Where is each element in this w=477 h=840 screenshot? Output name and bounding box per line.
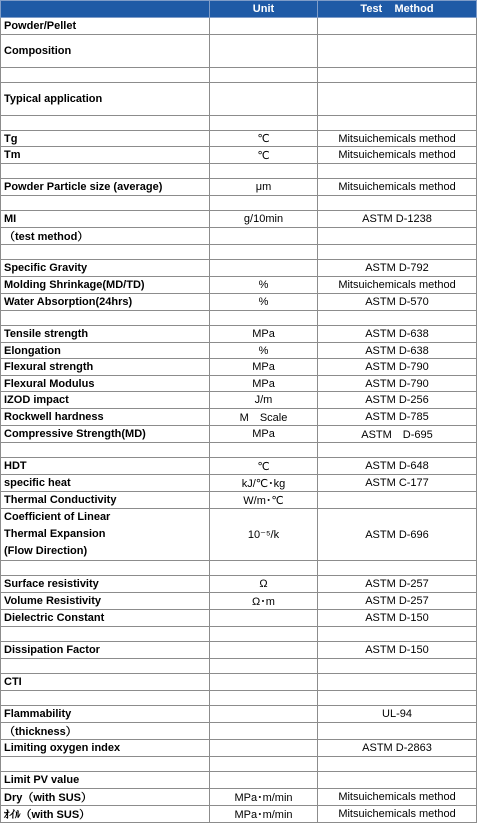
unit-cell [210,83,318,116]
property-cell: Rockwell hardness [1,409,210,426]
property-cell [1,691,210,706]
header-method: Test Method [318,1,477,18]
method-cell [318,116,477,131]
unit-cell: μm [210,179,318,196]
property-cell: MI [1,211,210,228]
property-cell: Typical application [1,83,210,116]
table-row [1,83,477,116]
property-cell: Dry（with SUS） [1,789,210,806]
method-cell [318,492,477,509]
method-cell [318,723,477,740]
unit-cell [210,68,318,83]
property-cell [1,68,210,83]
method-cell [318,83,477,116]
method-cell: ASTM D-790 [318,359,477,376]
spacer-row [1,443,477,458]
method-cell: ASTM D-696 [318,509,477,561]
method-cell: Mitsuichemicals method [318,131,477,147]
unit-cell: W/m･℃ [210,492,318,509]
method-cell [318,561,477,576]
table-row [1,260,477,277]
table-row [1,211,477,228]
table-row [1,147,477,164]
unit-cell: M Scale [210,409,318,426]
method-cell: ASTM D-638 [318,326,477,343]
property-cell [1,311,210,326]
property-cell: IZOD impact [1,392,210,409]
method-cell: ASTM D-785 [318,409,477,426]
method-cell: ASTM D-570 [318,294,477,311]
table-row [1,343,477,359]
property-cell: Thermal Conductivity [1,492,210,509]
unit-cell [210,610,318,627]
unit-cell [210,706,318,723]
property-cell: Volume Resistivity [1,593,210,610]
table-row [1,426,477,443]
unit-cell [210,260,318,277]
property-cell: Specific Gravity [1,260,210,277]
property-cell: Dielectric Constant [1,610,210,627]
property-cell: Flammability [1,706,210,723]
property-cell: Powder/Pellet [1,18,210,35]
unit-cell [210,443,318,458]
property-cell: Water Absorption(24hrs) [1,294,210,311]
unit-cell [210,116,318,131]
property-cell: Tg [1,131,210,147]
method-cell [318,164,477,179]
table-row [1,277,477,294]
unit-cell: MPa･m/min [210,789,318,806]
property-cell: Compressive Strength(MD) [1,426,210,443]
property-cell: Elongation [1,343,210,359]
method-cell [318,35,477,68]
unit-cell: 10⁻⁵/k [210,509,318,561]
method-cell: ASTM D-150 [318,610,477,627]
table-row [1,740,477,757]
unit-cell [210,659,318,674]
header-property [1,1,210,18]
method-cell: ASTM D-257 [318,576,477,593]
unit-cell: kJ/℃･kg [210,475,318,492]
unit-cell [210,311,318,326]
table-row [1,806,477,823]
method-cell [318,311,477,326]
method-cell: Mitsuichemicals method [318,806,477,823]
table-row [1,35,477,68]
table-row [1,610,477,627]
property-cell [1,196,210,211]
unit-cell [210,757,318,772]
unit-cell: % [210,294,318,311]
property-cell: Powder Particle size (average) [1,179,210,196]
spacer-row [1,757,477,772]
unit-cell [210,35,318,68]
method-cell: Mitsuichemicals method [318,179,477,196]
unit-cell [210,561,318,576]
unit-cell [210,164,318,179]
spacer-row [1,164,477,179]
table-row [1,179,477,196]
method-cell: ASTM D-648 [318,458,477,475]
method-cell: ASTM D-150 [318,642,477,659]
unit-cell [210,723,318,740]
unit-cell: MPa [210,376,318,392]
method-cell [318,772,477,789]
method-cell: ASTM D-695 [318,426,477,443]
unit-cell [210,740,318,757]
property-cell: Molding Shrinkage(MD/TD) [1,277,210,294]
spacer-row [1,245,477,260]
table-row [1,458,477,475]
method-cell [318,18,477,35]
unit-cell [210,627,318,642]
property-cell: Tensile strength [1,326,210,343]
unit-cell: ℃ [210,458,318,475]
table-row [1,674,477,691]
method-cell: Mitsuichemicals method [318,277,477,294]
table-row [1,18,477,35]
table-row [1,326,477,343]
unit-cell: Ω･m [210,593,318,610]
spacer-row [1,196,477,211]
property-cell [1,164,210,179]
spacer-row [1,116,477,131]
unit-cell [210,642,318,659]
unit-cell: % [210,277,318,294]
method-cell: ASTM D-1238 [318,211,477,228]
unit-cell: g/10min [210,211,318,228]
table-row [1,492,477,509]
table-row [1,376,477,392]
property-cell [1,757,210,772]
property-cell: （thickness） [1,723,210,740]
property-cell [1,561,210,576]
unit-cell [210,691,318,706]
unit-cell: ℃ [210,131,318,147]
table-row [1,593,477,610]
unit-cell: ℃ [210,147,318,164]
method-cell [318,757,477,772]
table-row [1,723,477,740]
spacer-row [1,659,477,674]
unit-cell [210,196,318,211]
property-cell: CTI [1,674,210,691]
unit-cell: J/m [210,392,318,409]
table-row [1,706,477,723]
table-row [1,642,477,659]
property-cell: Coefficient of Linear Thermal Expansion (Flow Direction) [1,509,210,561]
property-cell: Limit PV value [1,772,210,789]
table-row [1,789,477,806]
property-cell: Limiting oxygen index [1,740,210,757]
method-cell: ASTM D-792 [318,260,477,277]
method-cell: ASTM D-256 [318,392,477,409]
spacer-row [1,691,477,706]
property-cell [1,627,210,642]
property-cell [1,659,210,674]
method-cell [318,245,477,260]
table-row [1,409,477,426]
property-cell: Flexural strength [1,359,210,376]
method-cell: ASTM D-2863 [318,740,477,757]
unit-cell: % [210,343,318,359]
table-row [1,228,477,245]
unit-cell: MPa [210,426,318,443]
method-cell [318,68,477,83]
method-cell: Mitsuichemicals method [318,789,477,806]
table-row [1,131,477,147]
method-cell: ASTM D-638 [318,343,477,359]
table-row [1,576,477,593]
property-cell: Tm [1,147,210,164]
method-cell [318,691,477,706]
header-row [1,1,477,18]
unit-cell: MPa [210,326,318,343]
spacer-row [1,68,477,83]
property-cell [1,116,210,131]
unit-cell [210,245,318,260]
spacer-row [1,561,477,576]
property-cell: ｵｲﾙ（with SUS） [1,806,210,823]
unit-cell [210,674,318,691]
table-row [1,392,477,409]
unit-cell [210,18,318,35]
unit-cell [210,228,318,245]
unit-cell: MPa [210,359,318,376]
method-cell: UL-94 [318,706,477,723]
method-cell [318,627,477,642]
property-cell: HDT [1,458,210,475]
property-cell: （test method） [1,228,210,245]
unit-cell [210,772,318,789]
property-cell: Dissipation Factor [1,642,210,659]
table-row [1,475,477,492]
method-cell [318,443,477,458]
method-cell [318,196,477,211]
method-cell [318,674,477,691]
method-cell: ASTM D-257 [318,593,477,610]
spacer-row [1,311,477,326]
property-cell: Surface resistivity [1,576,210,593]
table-row [1,772,477,789]
spacer-row [1,627,477,642]
method-cell: ASTM C-177 [318,475,477,492]
unit-cell: Ω [210,576,318,593]
method-cell [318,659,477,674]
table-row [1,294,477,311]
unit-cell: MPa･m/min [210,806,318,823]
header-unit: Unit [210,1,318,18]
method-cell: Mitsuichemicals method [318,147,477,164]
property-cell [1,443,210,458]
method-cell [318,228,477,245]
property-cell [1,245,210,260]
table-row [1,359,477,376]
property-cell: Composition [1,35,210,68]
property-cell: Flexural Modulus [1,376,210,392]
property-cell: specific heat [1,475,210,492]
table-row [1,509,477,561]
method-cell: ASTM D-790 [318,376,477,392]
